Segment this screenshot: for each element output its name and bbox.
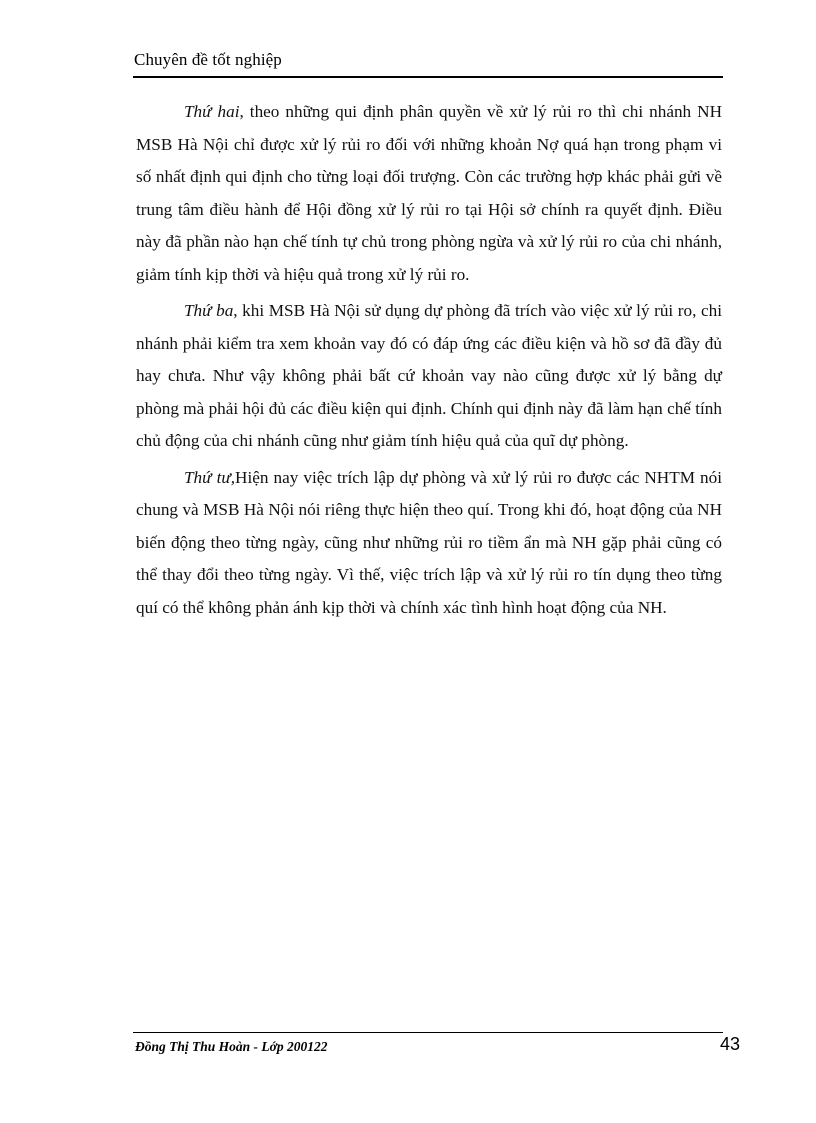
paragraph-text: Hiện nay việc trích lập dự phòng và xử lý rủi ro được các NHTM nói chung và MSB Hà Nội nói riêng thực hiện theo quí. Trong khi đó, hoạt động của NH biến động theo từng ngày, cũng như những rủi ro tiềm ẩn mà NH gặp phải cũng có thể thay đổi theo từng ngày. Vì thế, việc trích lập và xử lý rủi ro tín dụng theo từng quí có thể không phản ánh kịp thời và chính xác tình hình hoạt động của NH. — [136, 467, 722, 617]
header-rule — [133, 76, 723, 78]
paragraph-1 — [136, 96, 722, 291]
body-text — [136, 96, 722, 628]
paragraph-text: , theo những qui định phân quyền về xử lý rủi ro thì chi nhánh NH MSB Hà Nội chỉ được xử lý rủi ro đối với những khoản Nợ quá hạn trong phạm vi số nhất định qui định cho từng loại đối trượng. Còn các trường hợp khác phải gửi về trung tâm điều hành để Hội đồng xử lý rủi ro tại Hội sở chính ra quyết định. Điều này đã phần nào hạn chế tính tự chủ trong phòng ngừa và xử lý rủi ro của chi nhánh, giảm tính kịp thời và hiệu quả trong xử lý rủi ro. — [136, 102, 722, 284]
paragraph-3 — [136, 462, 722, 625]
page-number: 43 — [719, 1034, 740, 1054]
page-header-title: Chuyên đề tốt nghiệp — [134, 50, 282, 69]
paragraph-2 — [136, 295, 722, 458]
footer-author: Đồng Thị Thu Hoàn - Lớp 200122 — [135, 1039, 328, 1054]
paragraph-lead: Thứ hai — [184, 102, 240, 121]
footer-rule — [133, 1032, 723, 1033]
paragraph-lead: Thứ tư, — [184, 467, 236, 487]
paragraph-lead: Thứ ba — [184, 301, 234, 320]
paragraph-text: , khi MSB Hà Nội sử dụng dự phòng đã trích vào việc xử lý rủi ro, chi nhánh phải kiểm tra xem khoản vay đó có đáp ứng các điều kiện và hồ sơ đã đầy đủ hay chưa. Như vậy không phải bất cứ khoản vay nào cũng được xử lý bằng dự phòng mà phải hội đủ các điều kiện qui định. Chính qui định này đã làm hạn chế tính chủ động của chi nhánh cũng như giảm tính hiệu quả của quĩ dự phòng. — [136, 301, 722, 450]
